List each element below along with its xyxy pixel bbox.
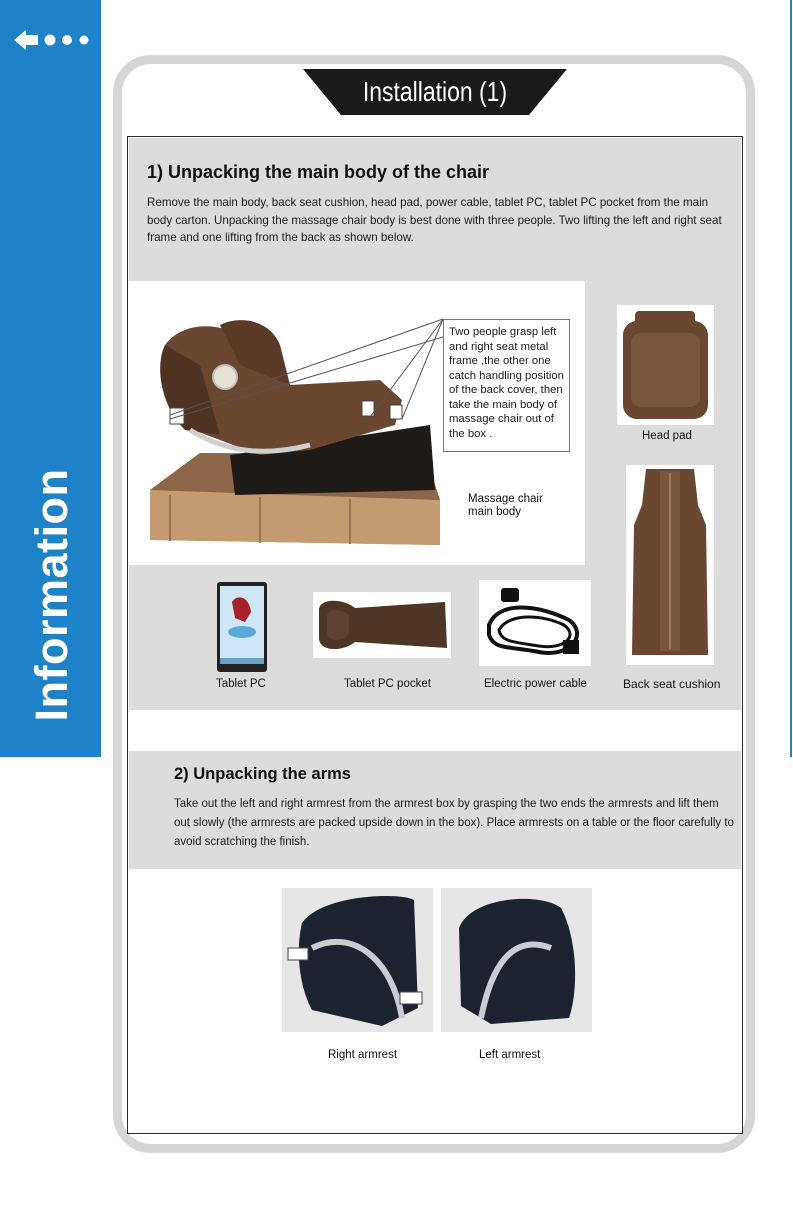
back-seat-cushion-photo xyxy=(626,465,714,665)
callout-pointer-lines xyxy=(170,315,445,425)
back-arrow-dots-icon[interactable] xyxy=(14,28,92,52)
page-title: Installation (1) xyxy=(362,76,508,107)
instruction-callout: Two people grasp left and right seat metal frame ,the other one catch handling position of the back cover, then take the main body of massage chair out of the box . xyxy=(443,319,570,452)
section1-body: Remove the main body, back seat cushion, head pad, power cable, tablet PC, tablet PC pocket from the main body carton. Unpacking the massage chair body is best done with three people. Two lifting the left and right seat frame and one lifting from the back as shown below. xyxy=(147,196,722,244)
tablet-pc-pocket-photo xyxy=(313,592,451,658)
head-pad-caption: Head pad xyxy=(642,430,692,442)
left-armrest-photo xyxy=(441,888,592,1032)
left-armrest-caption: Left armrest xyxy=(479,1049,541,1061)
edge-divider xyxy=(790,0,792,757)
power-cable-photo xyxy=(479,580,591,666)
right-armrest-caption: Right armrest xyxy=(328,1049,398,1061)
right-armrest-photo xyxy=(282,888,433,1032)
tablet-pc-photo xyxy=(217,582,267,672)
tablet-pc-pocket-caption: Tablet PC pocket xyxy=(344,678,431,690)
main-body-caption: Massage chair main body xyxy=(468,493,543,518)
section2-heading: 2) Unpacking the arms xyxy=(174,765,351,783)
head-pad-photo xyxy=(617,305,714,425)
tablet-pc-caption: Tablet PC xyxy=(216,678,266,690)
power-cable-caption: Electric power cable xyxy=(484,678,587,690)
back-seat-cushion-caption: Back seat cushion xyxy=(623,677,721,691)
section1-heading: 1) Unpacking the main body of the chair xyxy=(147,162,490,182)
section2-body: Take out the left and right armrest from the armrest box by grasping the two ends the armrests and lift them out slowly (the armrests are packed upside down in the box). Place armrests on a table or the floor carefully to avoid scratching the finish. xyxy=(174,798,734,848)
sidebar-title: Information xyxy=(26,468,77,722)
